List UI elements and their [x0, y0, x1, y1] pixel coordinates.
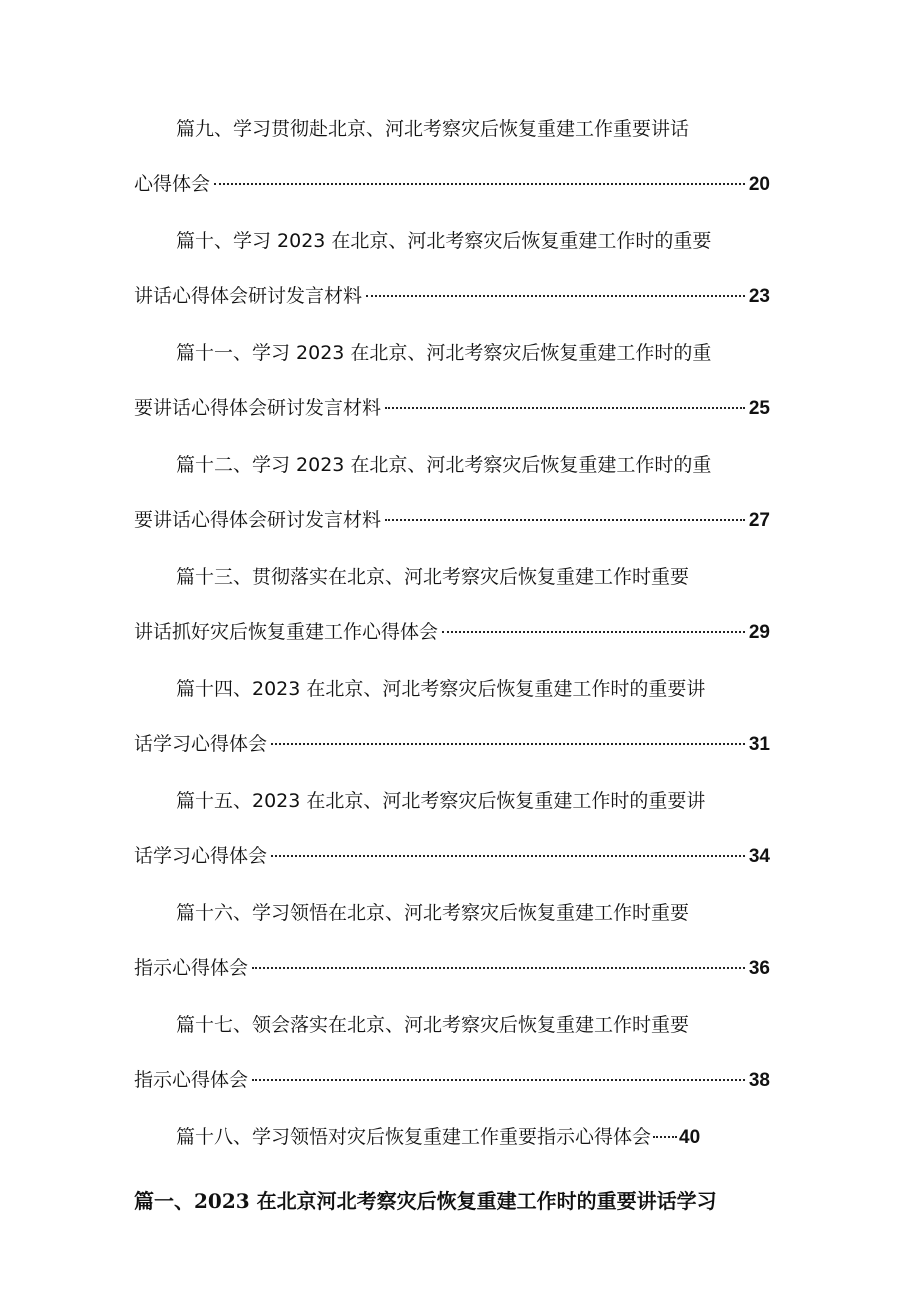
- toc-page-number: 40: [679, 1127, 701, 1148]
- toc-entry-label: 指示心得体会: [134, 1069, 249, 1091]
- toc-entry-label: 话学习心得体会: [134, 733, 268, 755]
- toc-entry-title: 篇十三、贯彻落实在北京、河北考察灾后恢复重建工作时重要: [176, 566, 690, 588]
- toc-entry-label: 指示心得体会: [134, 957, 249, 979]
- dot-leader: [385, 519, 745, 521]
- toc-entry-label: 篇十八、学习领悟对灾后恢复重建工作重要指示心得体会: [176, 1126, 652, 1148]
- dot-leader: [252, 967, 745, 969]
- dot-leader: [252, 1079, 745, 1081]
- toc-entry-title: 篇十七、领会落实在北京、河北考察灾后恢复重建工作时重要: [176, 1014, 690, 1036]
- toc-page-number: 29: [748, 622, 770, 643]
- toc-entry-continuation: [134, 506, 770, 535]
- toc-entry-title: 篇十六、学习领悟在北京、河北考察灾后恢复重建工作时重要: [176, 902, 690, 924]
- toc-page-number: 36: [748, 958, 770, 979]
- toc-entry-single: [176, 1123, 724, 1152]
- toc-entry-label: 要讲话心得体会研讨发言材料: [134, 397, 382, 419]
- toc-page-number: 27: [748, 510, 770, 531]
- toc-entry-continuation: [134, 282, 770, 311]
- toc-entry-continuation: [134, 954, 770, 983]
- section-heading: 篇一、2023 在北京河北考察灾后恢复重建工作时的重要讲话学习: [134, 1189, 717, 1213]
- dot-leader: [385, 407, 745, 409]
- toc-entry-continuation: [134, 730, 770, 759]
- toc-entry-continuation: [134, 394, 770, 423]
- dot-leader: [366, 295, 745, 297]
- dot-leader: [214, 183, 745, 185]
- toc-entry-continuation: [134, 618, 770, 647]
- dot-leader: [271, 743, 745, 745]
- toc-entry-continuation: [134, 842, 770, 871]
- toc-entry-label: 讲话心得体会研讨发言材料: [134, 285, 363, 307]
- toc-entry-title: 篇十、学习 2023 在北京、河北考察灾后恢复重建工作时的重要: [176, 230, 712, 252]
- dot-leader: [653, 1136, 677, 1138]
- toc-entry-title: 篇十四、2023 在北京、河北考察灾后恢复重建工作时的重要讲: [176, 678, 706, 700]
- toc-entry-label: 要讲话心得体会研讨发言材料: [134, 509, 382, 531]
- toc-page-number: 38: [748, 1070, 770, 1091]
- dot-leader: [442, 631, 745, 633]
- toc-page-number: 31: [748, 734, 770, 755]
- toc-entry-continuation: [134, 1066, 770, 1095]
- toc-entry-label: 话学习心得体会: [134, 845, 268, 867]
- toc-entry-title: 篇十二、学习 2023 在北京、河北考察灾后恢复重建工作时的重: [176, 454, 712, 476]
- toc-entry-continuation: [134, 170, 770, 199]
- toc-entry-title: 篇九、学习贯彻赴北京、河北考察灾后恢复重建工作重要讲话: [176, 118, 690, 140]
- toc-page-number: 25: [748, 398, 770, 419]
- toc-page-number: 34: [748, 846, 770, 867]
- toc-entry-label: 心得体会: [134, 173, 211, 195]
- toc-page-number: 23: [748, 286, 770, 307]
- dot-leader: [271, 855, 745, 857]
- toc-entry-label: 讲话抓好灾后恢复重建工作心得体会: [134, 621, 439, 643]
- toc-entry-title: 篇十五、2023 在北京、河北考察灾后恢复重建工作时的重要讲: [176, 790, 706, 812]
- toc-entry-title: 篇十一、学习 2023 在北京、河北考察灾后恢复重建工作时的重: [176, 342, 712, 364]
- toc-page-number: 20: [748, 174, 770, 195]
